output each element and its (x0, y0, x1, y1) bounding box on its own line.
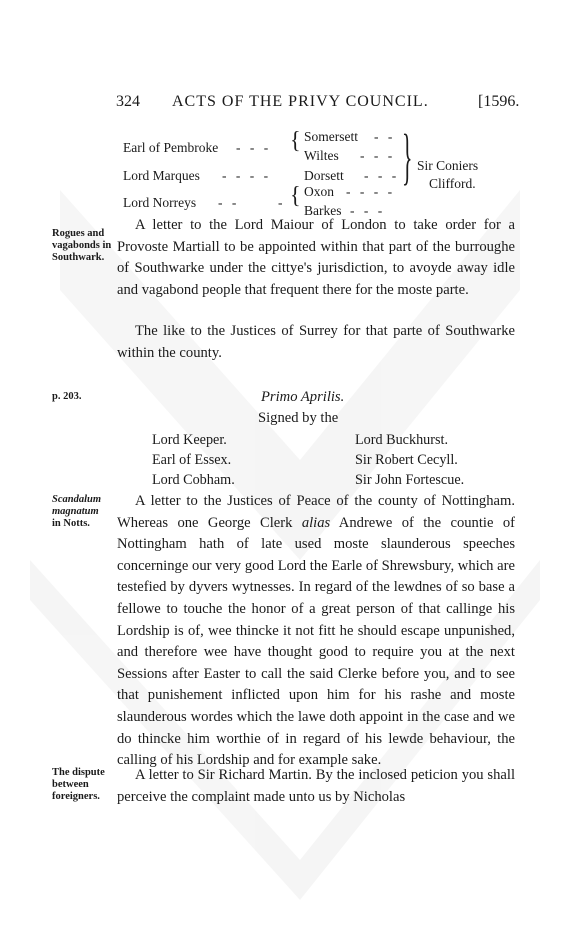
date-heading: Primo Aprilis. (261, 389, 345, 405)
paragraph-text: A letter to Sir Richard Martin. By the inclosed peticion you shall perceive the complaint made unto us by Nicholas (117, 767, 515, 805)
signatory: Lord Keeper. (152, 432, 227, 448)
paragraph-text: Andrewe of the countie of Nottingham hath of late used moste slaunderous speeches concerninge our very good Lord the Earle of Shrewsbury, which are testefied by dyvers wytnesses. In regard of the lewdnes of so base a fellowe to touche the honor of a great person of that callinge his Lordship is of, wee thincke it not fitt he should escape unpunished, and therefore wee have thought good to require you at the next Sessions after Easter to call the said Clerke before you, and to see that punishement inflicted upon him for his rashe and moste slaunderous wordes which the lawe doth appoint in the case and we do thincke him worthie of in regard of his lewde behaviour, the calling of his Lordship and for example sake. (117, 514, 515, 769)
paragraph-text: A letter to the Justices of Peace of the county of Nottingham. Whereas one George Clerk (117, 493, 515, 531)
leader-dots: - - (374, 129, 396, 144)
sidenote-rogues: Rogues and vagabonds in Southwark. (52, 228, 112, 263)
sidenote-latin: Scandalum (52, 494, 102, 505)
table-row-name: Earl of Pembroke (123, 140, 219, 155)
running-year: [1596. (478, 93, 520, 110)
paragraph-latin-word: alias (301, 514, 331, 531)
leader-dots: - - - (236, 140, 272, 155)
running-title: ACTS OF THE PRIVY COUNCIL. (172, 93, 429, 110)
signatory: Lord Cobham. (152, 472, 235, 488)
sidenote-scandalum (52, 494, 118, 530)
paragraph-martin-letter (117, 765, 515, 808)
sidenote-latin: magnatum (52, 506, 99, 517)
page-number: 324 (116, 93, 140, 110)
signed-by-heading: Signed by the (258, 410, 339, 426)
paragraph-text: A letter to the Lord Maiour of London to take order for a Provoste Martiall to be appointed within that part of the burroughe of Southwarke under the cittye's jurisdiction, to avoyde away idle and vagabond people that frequent there for the moste parte. (117, 217, 515, 298)
sidenote-page-reference: p. 203. (52, 391, 82, 402)
sidenote-place: in Notts. (52, 518, 90, 529)
paragraph-surrey-justices (117, 321, 515, 364)
commissioner-name: Clifford. (429, 176, 476, 191)
signatory: Sir Robert Cecyll. (355, 452, 458, 468)
left-brace: { (290, 180, 301, 209)
county-name: Somersett (304, 129, 358, 144)
county-name: Dorsett (304, 168, 344, 183)
commissioner-name: Sir Coniers (417, 158, 479, 173)
paragraph-text: The like to the Justices of Surrey for that parte of Southwarke within the county. (117, 323, 515, 361)
signatory: Earl of Essex. (152, 452, 232, 468)
right-brace: } (402, 123, 413, 191)
leader-dots: - - - (350, 203, 386, 218)
signatory: Lord Buckhurst. (355, 432, 448, 448)
table-row-name: Lord Marques (123, 168, 200, 183)
county-name: Wiltes (304, 148, 339, 163)
leader-dots: - - - - (222, 168, 272, 183)
county-name: Oxon (304, 184, 334, 199)
county-name: Barkes (304, 203, 342, 218)
leader-dots: - - - (360, 148, 396, 163)
leader-dots: - - (218, 195, 240, 210)
leader-dots: - (278, 195, 286, 210)
paragraph-nottingham-letter (117, 491, 515, 772)
signatory: Sir John Fortescue. (355, 472, 465, 488)
sidenote-dispute: The dispute between foreigners. (52, 767, 105, 802)
leader-dots: - - - - (346, 184, 396, 199)
leader-dots: - - - (364, 168, 400, 183)
table-row-name: Lord Norreys (123, 195, 197, 210)
left-brace: { (290, 125, 301, 154)
paragraph-provost-marshal (117, 215, 515, 301)
